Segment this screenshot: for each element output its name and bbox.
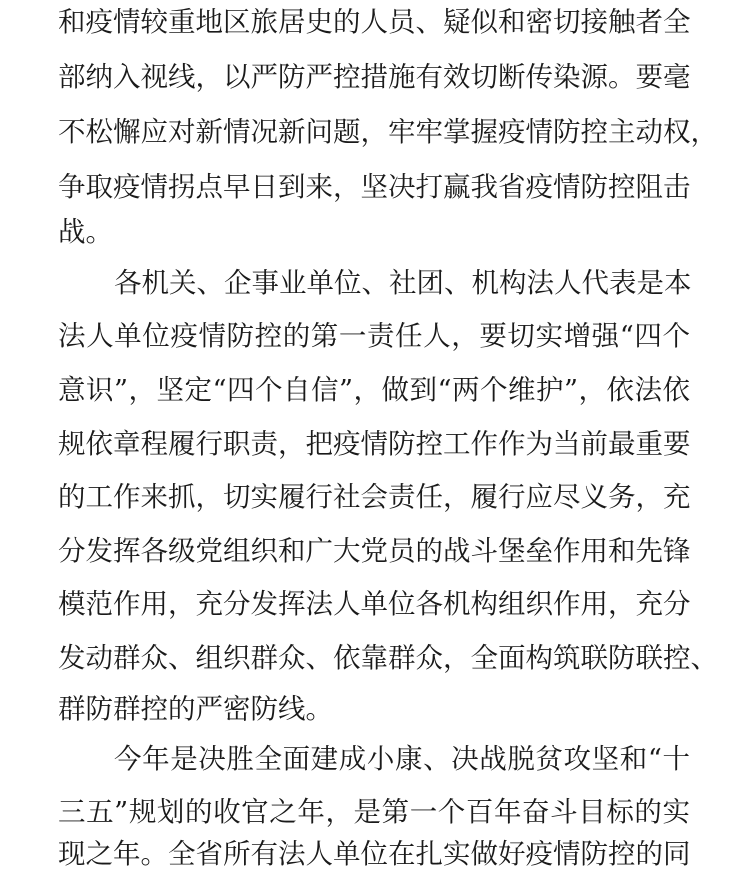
text-line: 三五”规划的收官之年，是第一个百年奋斗目标的实 [58,796,690,828]
text-line: 战。 [58,216,113,248]
text-line: 法人单位疫情防控的第一责任人，要切实增强“四个 [58,320,690,352]
text-line: 模范作用，充分发挥法人单位各机构组织作用，充分 [58,588,691,620]
text-line: 分发挥各级党组织和广大党员的战斗堡垒作用和先锋 [58,535,691,567]
text-line: 不松懈应对新情况新问题，牢牢掌握疫情防控主动权， [58,116,718,148]
paragraph-first-line: 各机关、企事业单位、社团、机构法人代表是本 [114,267,692,299]
text-line: 和疫情较重地区旅居史的人员、疑似和密切接触者全 [58,6,691,38]
text-line: 群防群控的严密防线。 [58,693,333,725]
text-line: 规依章程履行职责，把疫情防控工作作为当前最重要 [58,428,691,460]
text-line: 争取疫情拐点早日到来，坚决打赢我省疫情防控阻击 [58,171,691,203]
text-line: 意识”，坚定“四个自信”，做到“两个维护”，依法依 [58,374,690,406]
text-line: 的工作来抓，切实履行社会责任，履行应尽义务，充 [58,481,691,513]
paragraph-first-line: 今年是决胜全面建成小康、决战脱贫攻坚和“十 [114,743,690,775]
text-line: 部纳入视线，以严防严控措施有效切断传染源。要毫 [58,61,691,93]
text-line: 现之年。全省所有法人单位在扎实做好疫情防控的同 [58,838,691,870]
text-line: 发动群众、组织群众、依靠群众，全面构筑联防联控、 [58,642,718,674]
